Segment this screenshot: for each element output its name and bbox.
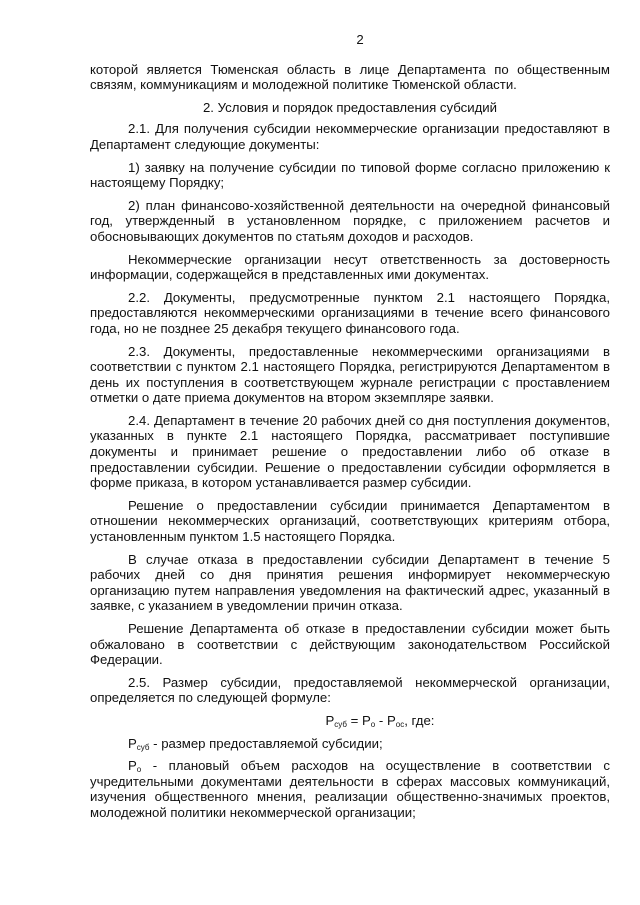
formula-tail: , где:	[404, 712, 435, 728]
formula-equals: =	[346, 712, 362, 728]
list-item-1: 1) заявку на получение субсидии по типовой форме согласно приложению к настоящему Порядку;	[90, 159, 610, 191]
paragraph-decision: Решение о предоставлении субсидии принимается Департаментом в отношении некоммерческих организаций, соответствующих критериям отбора, установленным пунктом 1.5 настоящего Порядка.	[90, 497, 610, 545]
paragraph-continuation: которой является Тюменская область в лице Департамента по общественным связям, коммуникациям и молодежной политике Тюменской области.	[90, 61, 610, 93]
formula-symbol: P	[362, 712, 371, 728]
definition-po	[90, 758, 610, 820]
definition-symbol: P	[128, 758, 137, 774]
formula-subscript: ос	[395, 719, 405, 729]
subsidy-formula	[90, 713, 610, 729]
formula-symbol: P	[386, 712, 396, 728]
section-heading: 2. Условия и порядок предоставления субсидий	[202, 99, 498, 115]
paragraph-refusal: В случае отказа в предоставлении субсидии Департамент в течение 5 рабочих дней со дня принятия решения информирует некоммерческую организацию путем направления уведомления на фактический адрес, указанный в заявке, с указанием в уведомлении причин отказа.	[90, 551, 610, 614]
paragraph-responsibility: Некоммерческие организации несут ответственность за достоверность информации, содержащейся в представленных ими документах.	[90, 251, 610, 283]
list-item-2: 2) план финансово-хозяйственной деятельности на очередной финансовый год, утвержденный в установленном порядке, с приложением расчетов и обосновывающих документов по статьям доходов и расходов.	[90, 197, 610, 244]
paragraph-2-4: 2.4. Департамент в течение 20 рабочих дней со дня поступления документов, указанных в пункте 2.1 настоящего Порядка, рассматривает поступившие документы и принимает решение о предоставлении либо об отказе в предоставлении субсидии. Решение о предоставлении субсидии оформляется в форме приказа, в котором устанавливается размер субсидии.	[90, 412, 610, 491]
page-number: 2	[356, 32, 364, 47]
paragraph-2-2: 2.2. Документы, предусмотренные пунктом 2.1 настоящего Порядка, предоставляются некоммерческими организациями в течение всего финансового года, но не позднее 25 декабря текущего финансового года.	[90, 289, 610, 336]
paragraph-appeal: Решение Департамента об отказе в предоставлении субсидии может быть обжаловано в соответствии с действующим законодательством Российской Федерации.	[90, 621, 610, 668]
paragraph-2-5: 2.5. Размер субсидии, предоставляемой некоммерческой организации, определяется по следующей формуле:	[90, 674, 610, 706]
definition-subscript: суб	[136, 742, 150, 752]
formula-symbol: P	[325, 712, 335, 728]
paragraph-2-3: 2.3. Документы, предоставленные некоммерческими организациями в соответствии с пунктом 2.1 настоящего Порядка, регистрируются Департаментом в день их поступления в соответствующем журнале регистрации с проставлением отметки о дате приема документов на втором экземпляре заявки.	[90, 343, 610, 406]
definition-subscript: о	[136, 765, 142, 775]
definition-psub	[90, 736, 610, 752]
definition-text: - размер предоставляемой субсидии;	[149, 735, 383, 751]
formula-subscript: о	[370, 719, 376, 729]
formula-minus: -	[375, 712, 387, 728]
formula-subscript: суб	[334, 719, 347, 729]
definition-text: - плановый объем расходов на осуществление в соответствии с учредительными документами деятельности в сферах массовых коммуникаций, изучения общественного мнения, реализации общественно-значимых проектов, молодежной политики некоммерческой организации;	[90, 758, 610, 820]
paragraph-2-1: 2.1. Для получения субсидии некоммерческие организации предоставляют в Департамент следующие документы:	[90, 121, 610, 152]
definition-symbol: P	[128, 735, 137, 751]
